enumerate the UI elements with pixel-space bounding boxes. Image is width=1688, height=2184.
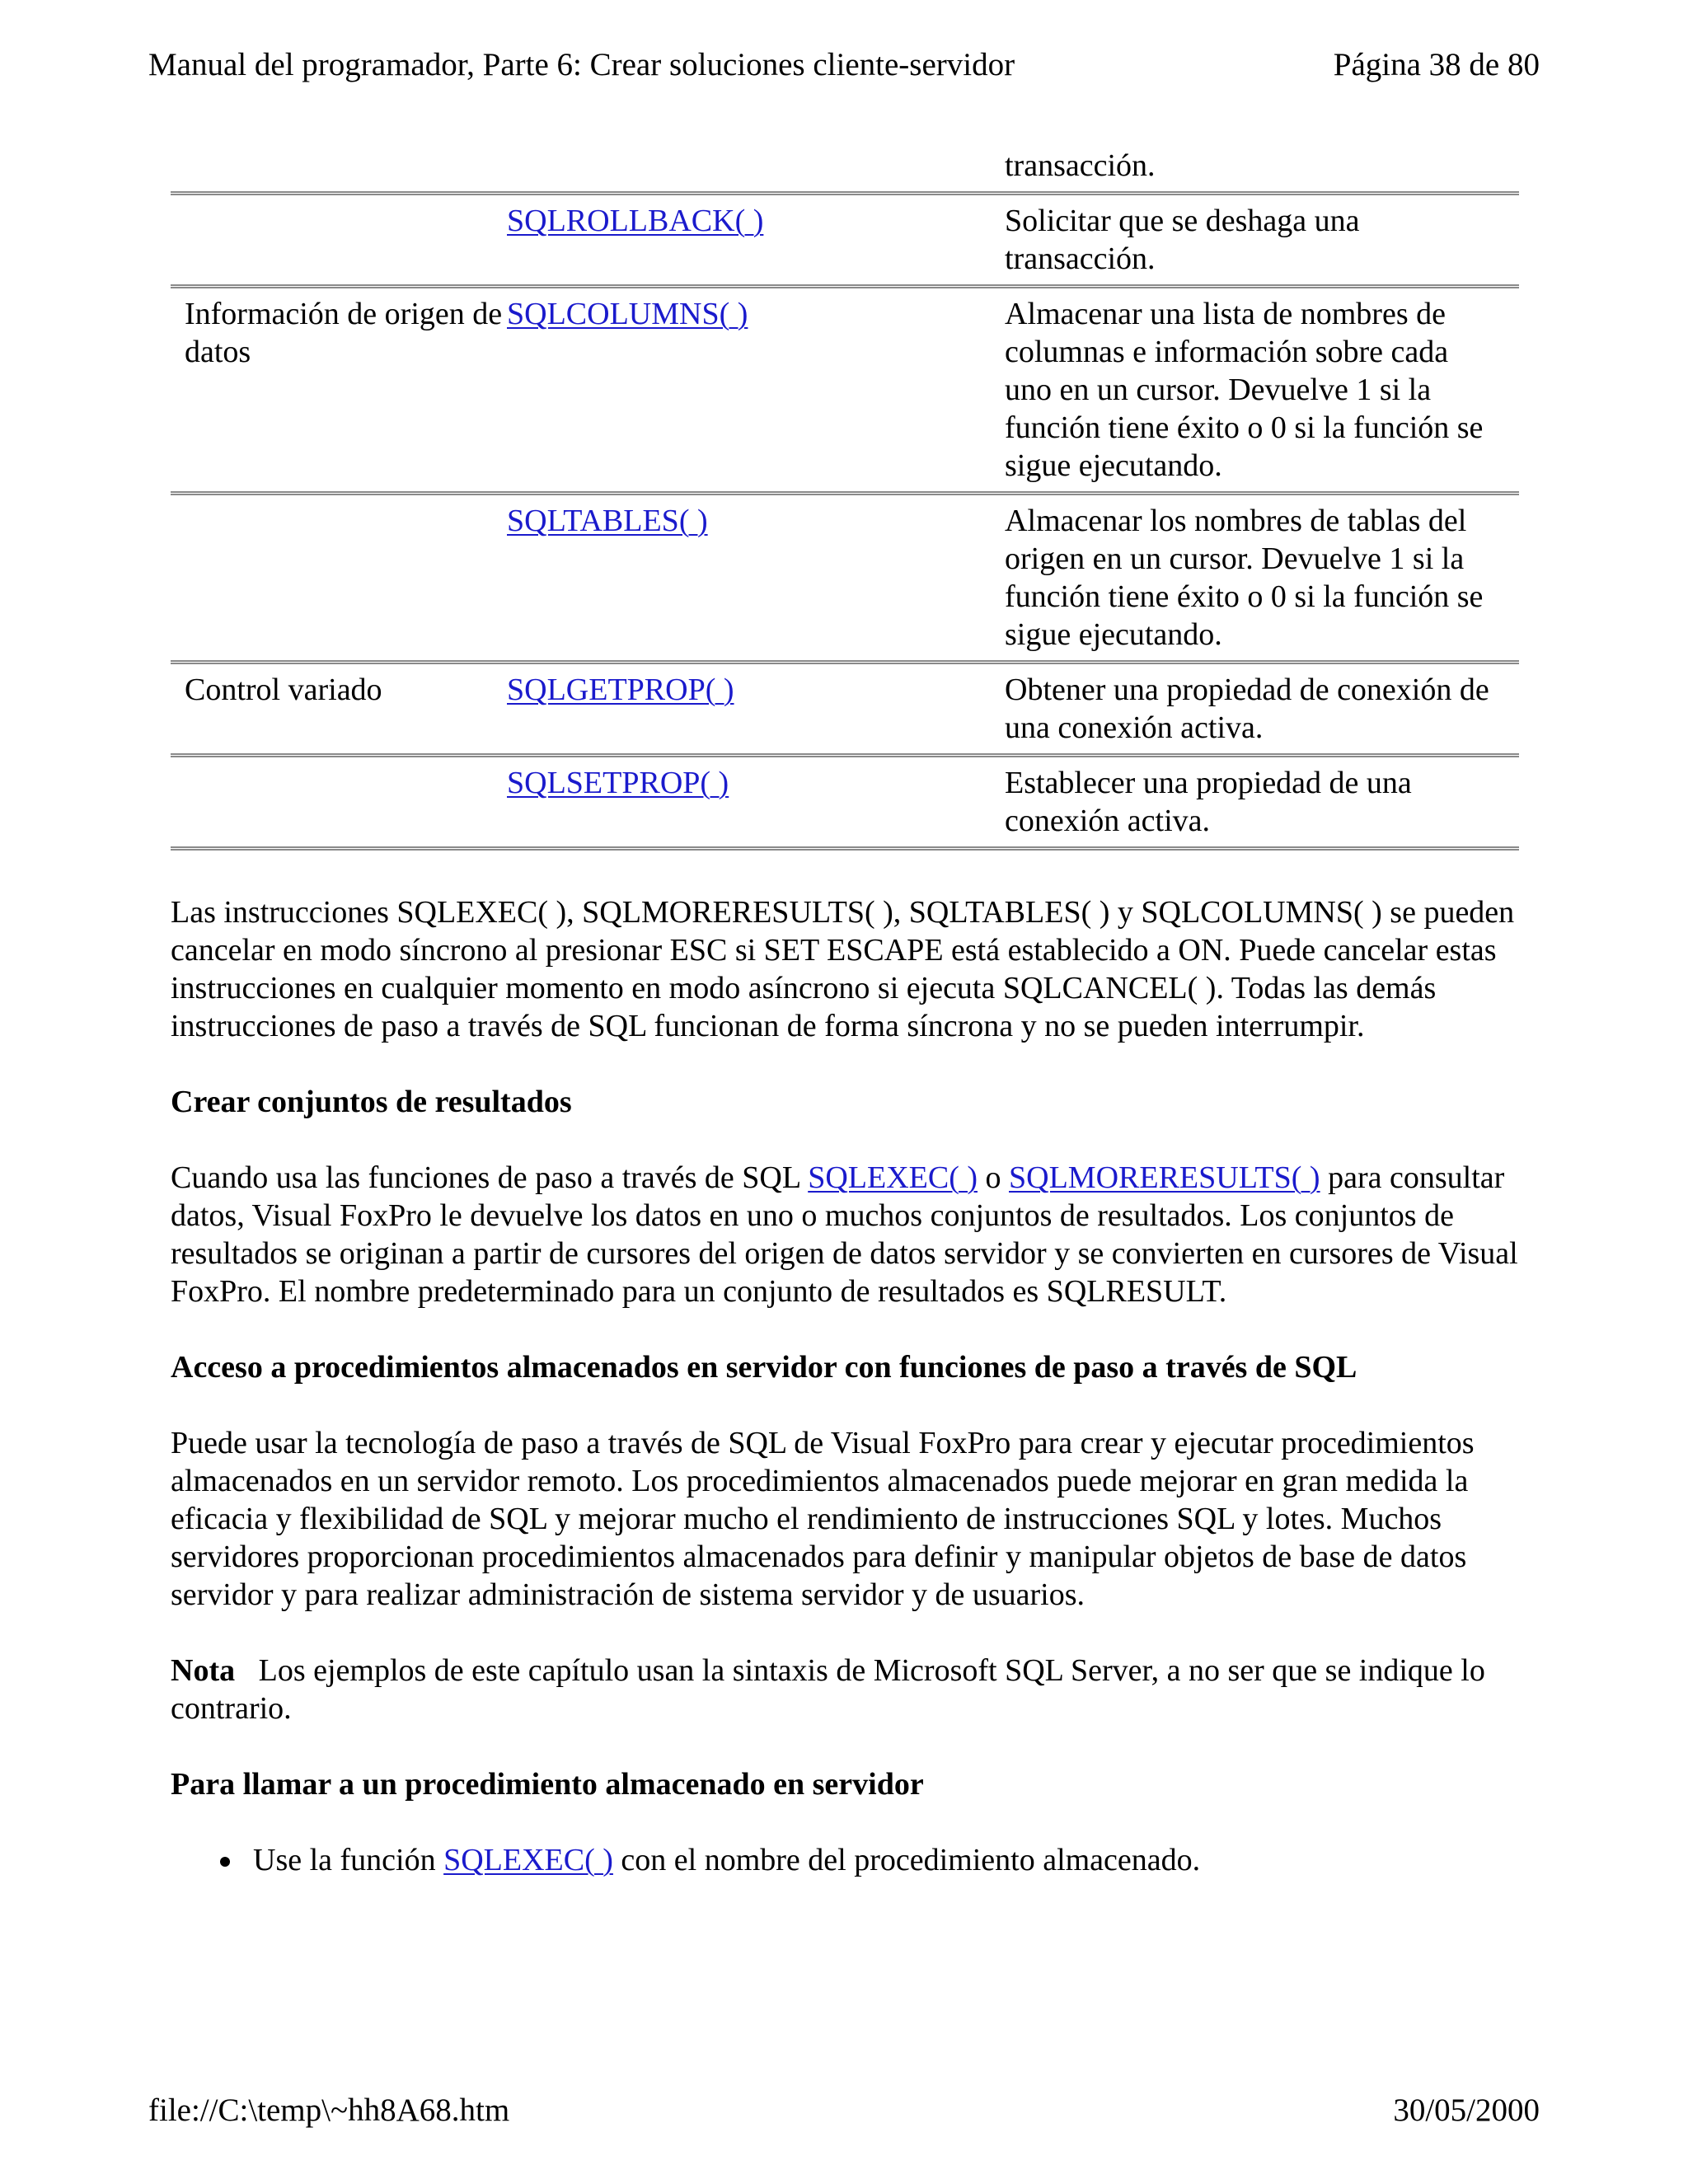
page-footer (148, 2092, 1540, 2130)
print-date: 30/05/2000 (1393, 2093, 1540, 2128)
table-cell-description: Establecer una propiedad de una conexión activa. (1005, 766, 1412, 838)
table-cell-description: Almacenar los nombres de tablas del origen en un cursor. Devuelve 1 si la función tiene éxito o 0 si la función se sigue ejecutando. (1005, 504, 1484, 652)
table-cell-category (171, 764, 507, 840)
table-cell-description: Obtener una propiedad de conexión de una conexión activa. (1005, 673, 1489, 745)
note-text: Los ejemplos de este capítulo usan la sintaxis de Microsoft SQL Server, a no ser que se indique lo contrario. (171, 1653, 1493, 1726)
steps-list (171, 1841, 1519, 1879)
procs-heading-block (171, 1348, 1519, 1386)
page-header (148, 46, 1540, 84)
note-section (171, 1652, 1519, 1727)
call-heading: Para llamar a un procedimiento almacenado en servidor (171, 1767, 924, 1802)
table-row (171, 664, 1519, 757)
table-cell-function (507, 147, 1005, 185)
step-text-2: con el nombre del procedimiento almacenado. (612, 1843, 1201, 1877)
results-text-2: o (978, 1160, 1009, 1195)
page-number: Página 38 de 80 (1333, 47, 1540, 82)
file-path: file://C:\temp\~hh8A68.htm (148, 2093, 510, 2128)
table-row (171, 288, 1519, 495)
table-cell-function (507, 202, 1005, 278)
sqltables-link[interactable]: SQLTABLES( ) (507, 504, 708, 538)
sqlrollback-link[interactable]: SQLROLLBACK( ) (507, 204, 764, 238)
table-cell-description: Almacenar una lista de nombres de columnas e información sobre cada uno en un cursor. Devuelve 1 si la función tiene éxito o 0 si la función se sigue ejecutando. (1005, 297, 1484, 483)
results-heading-block (171, 1083, 1519, 1121)
cancel-section (171, 893, 1519, 1045)
sqlgetprop-link[interactable]: SQLGETPROP( ) (507, 673, 734, 707)
functions-table (171, 147, 1519, 851)
table-cell-function (507, 502, 1005, 654)
sqlmoreresults-link[interactable]: SQLMORERESULTS( ) (1009, 1160, 1320, 1195)
page-content (171, 147, 1519, 1879)
table-row (171, 147, 1519, 195)
sqlexec-step-link[interactable]: SQLEXEC( ) (443, 1843, 613, 1877)
table-row (171, 757, 1519, 851)
table-row (171, 495, 1519, 664)
table-cell-function (507, 295, 1005, 485)
sqlsetprop-link[interactable]: SQLSETPROP( ) (507, 766, 729, 800)
table-cell-function (507, 764, 1005, 840)
step-text-1: Use la función (253, 1843, 444, 1877)
results-text-3: para consultar datos, Visual FoxPro le devuelve los datos en uno o muchos conjuntos de resultados. Los conjuntos de resultados se originan a partir de cursores del origen de datos servidor y se convierten en cursores de Visual FoxPro. El nombre predeterminado para un conjunto de resultados es SQLRESULT. (171, 1160, 1518, 1309)
table-cell-description: transacción. (1005, 148, 1156, 183)
table-cell-function (507, 671, 1005, 747)
sqlcolumns-link[interactable]: SQLCOLUMNS( ) (507, 297, 748, 331)
bullet-icon (220, 1857, 230, 1867)
results-section (171, 1159, 1519, 1310)
procs-heading: Acceso a procedimientos almacenados en servidor con funciones de paso a través de SQL (171, 1350, 1357, 1385)
list-item (253, 1841, 1519, 1879)
document-title: Manual del programador, Parte 6: Crear soluciones cliente-servidor (148, 47, 1015, 82)
table-cell-category (171, 202, 507, 278)
cancel-paragraph: Las instrucciones SQLEXEC( ), SQLMORERESULTS( ), SQLTABLES( ) y SQLCOLUMNS( ) se pueden cancelar en modo síncrono al presionar ESC si SET ESCAPE está establecido a ON. Puede cancelar estas instrucciones en cualquier momento en modo asíncrono si ejecuta SQLCANCEL( ). Todas las demás instrucciones de paso a través de SQL funcionan de forma síncrona y no se pueden interrumpir. (171, 895, 1515, 1043)
table-cell-category: Control variado (185, 673, 382, 707)
results-heading: Crear conjuntos de resultados (171, 1085, 572, 1119)
results-paragraph (171, 1159, 1519, 1310)
procs-paragraph: Puede usar la tecnología de paso a través de SQL de Visual FoxPro para crear y ejecutar procedimientos almacenados en un servidor remoto. Los procedimientos almacenados puede mejorar en gran medida la eficacia y flexibilidad de SQL y mejorar mucho el rendimiento de instrucciones SQL y lotes. Muchos servidores proporcionan procedimientos almacenados para definir y manipular objetos de base de datos servidor y para realizar administración de sistema servidor y de usuarios. (171, 1426, 1475, 1612)
procs-section (171, 1424, 1519, 1614)
call-heading-block (171, 1765, 1519, 1803)
call-steps (171, 1841, 1519, 1879)
table-cell-description: Solicitar que se deshaga una transacción. (1005, 204, 1360, 276)
table-cell-category (171, 147, 507, 185)
note-paragraph (171, 1652, 1519, 1727)
table-cell-category (171, 502, 507, 654)
note-label: Nota (171, 1653, 236, 1688)
table-cell-category: Información de origen de datos (185, 297, 503, 369)
table-row (171, 195, 1519, 288)
sqlexec-link[interactable]: SQLEXEC( ) (808, 1160, 978, 1195)
results-text-1: Cuando usa las funciones de paso a través de SQL (171, 1160, 809, 1195)
